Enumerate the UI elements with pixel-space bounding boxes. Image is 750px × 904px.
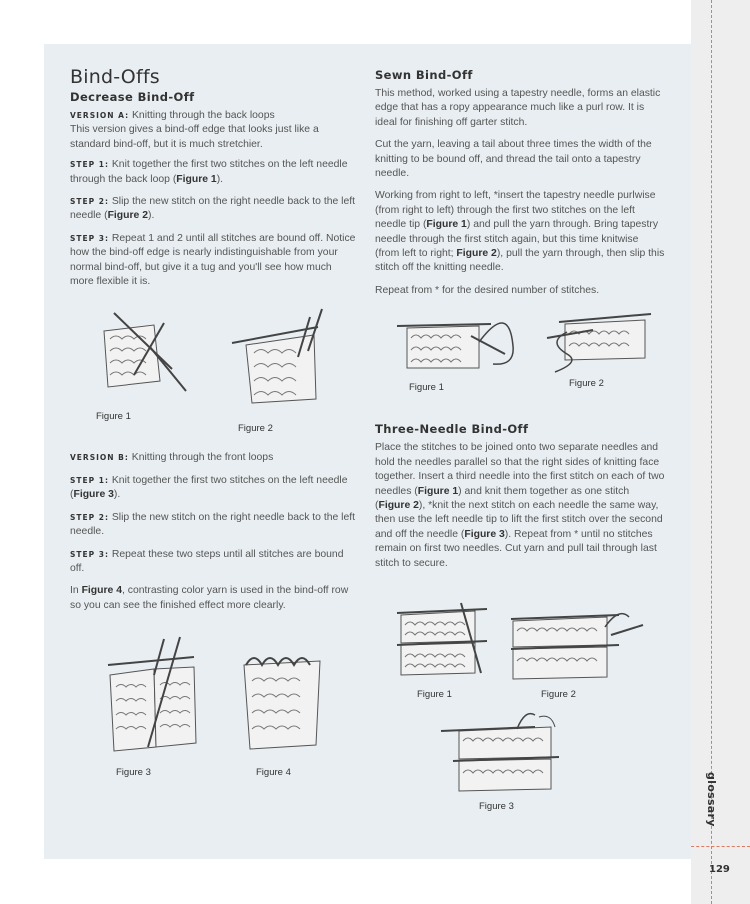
sewn-figure-1-illustration [395,314,519,370]
three-needle-figure-1-illustration [395,601,495,677]
version-b-tag: VERSION B: [70,453,129,463]
a-step-3: STEP 3: Repeat 1 and 2 until all stitches are bound off. Notice how the bind-off edge is nearly indistinguishable from your normal bind-off, but give it a tug and you'll see how much more flexible it is. [70,232,356,288]
version-a-desc: This version gives a bind-off edge that looks just like a standard bind-off, but it is much stretchier. [70,124,319,150]
sewn-paragraph-3: Working from right to left, *insert the tapestry needle purlwise (from right to left) through the first two stitches on the left needle tip (Figure 1) and pull the yarn through. Bring tapestry needle through the first stitch again, but this time knitwise (from left to right; Figure 2), pull the yarn through, then slip this stitch off the knitting needle. [375,190,665,274]
figure-3-illustration [104,635,204,753]
right-column [375,66,665,815]
left-column [70,66,358,791]
sewn-paragraph-1: This method, worked using a tapestry needle, forms an elastic edge that has a ropy appearance much like a purl row. It is ideal for finishing off garter stitch. [375,88,661,128]
figure-4-illustration [234,647,334,751]
version-a-figures [70,297,358,443]
section-label: glossary [705,772,718,827]
a-step-2: STEP 2: Slip the new stitch on the right needle back to the left needle (Figure 2). [70,196,356,222]
three-needle-figure-3-caption: Figure 3 [479,800,514,812]
sidebar-dashed-line [711,0,712,904]
sewn-paragraph-2: Cut the yarn, leaving a tail about three times the width of the knitting to be bound off, and thread the tail onto a tapestry needle. [375,139,652,180]
version-a-intro [70,109,358,152]
version-b-intro [70,451,358,465]
sewn-bindoff-heading: Sewn Bind-Off [375,68,473,82]
b-step-2: STEP 2: Slip the new stitch on the right needle back to the left needle. [70,511,356,538]
decrease-bindoff-heading: Decrease Bind-Off [70,90,195,104]
three-needle-paragraph: Place the stitches to be joined onto two separate needles and hold the needles parallel so that the right sides of knitting face together. Insert a third needle into the first stitch on each of two needles (Figure 1) and knit them together as one stitch (Figure 2), *knit the next stitch on each needle the same way, then use the left needle tip to lift the first stitch over the second and off the needle (Figure 3). Repeat from * until no stitches remain on first two needles. Cut yarn and pull tail through last stitch to secure. [375,442,665,569]
figure-4-caption: Figure 4 [256,767,291,779]
three-needle-figure-2-illustration [509,605,645,683]
version-a-text: Knitting through the back loops [129,110,275,121]
three-needle-figure-2-caption: Figure 2 [541,688,576,700]
figure-1-illustration [94,311,194,393]
page-number: 129 [709,864,730,875]
version-a-tag: VERSION A: [70,111,130,120]
figure-4-note: In Figure 4, contrasting color yarn is used in the bind-off row so you can see the finished effect more clearly. [70,585,349,611]
sewn-paragraph-4: Repeat from * for the desired number of stitches. [375,284,600,296]
figure-2-illustration [230,307,338,407]
figure-2-caption: Figure 2 [238,423,273,435]
three-needle-heading: Three-Needle Bind-Off [375,422,529,437]
page-number-dashed-line [686,846,750,847]
b-step-1: STEP 1: Knit together the first two stitches on the left needle (Figure 3). [70,474,348,501]
sewn-figure-2-caption: Figure 2 [569,378,604,390]
version-b-figures [70,621,358,791]
sidebar-strip [691,0,750,904]
three-needle-figure-3-illustration [439,709,571,793]
sewn-figure-1-caption: Figure 1 [409,382,444,394]
sewn-figures [375,306,665,410]
version-b-text: Knitting through the front loops [128,452,274,464]
b-step-3: STEP 3: Repeat these two steps until all stitches are bound off. [70,548,344,574]
three-needle-figure-1-caption: Figure 1 [417,688,452,700]
sewn-figure-2-illustration [545,310,657,374]
page-title: Bind-Offs [70,66,160,88]
three-needle-figures [375,579,665,815]
figure-3-caption: Figure 3 [116,767,151,779]
a-step-1: STEP 1: Knit together the first two stitches on the left needle through the back loop (Figure 1). [70,159,348,185]
figure-1-caption: Figure 1 [96,411,131,423]
